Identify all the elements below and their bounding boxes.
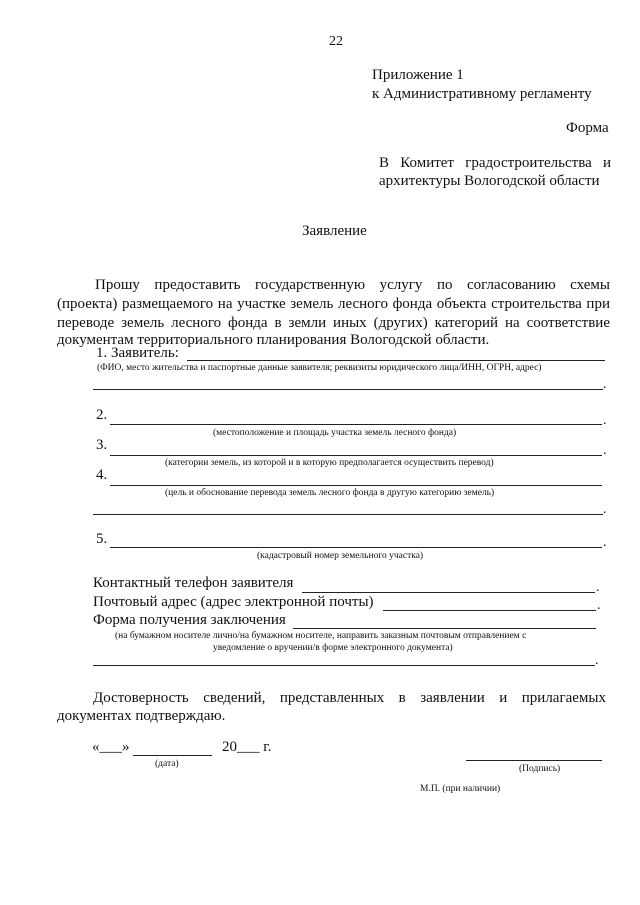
recipient-line-2: архитектуры Вологодской области	[379, 173, 600, 189]
signature-hint: (Подпись)	[519, 764, 561, 774]
conclusion-form-input-line-2[interactable]	[93, 665, 595, 666]
cadastral-number-input-line[interactable]	[110, 547, 602, 548]
conclusion-form-hint-1: (на бумажном носителе лично/на бумажном носителе, направить заказным почтовым отправлением с	[115, 631, 527, 641]
conclusion-form-label: Форма получения заключения	[93, 612, 286, 628]
intro-line-2: (проекта) размещаемого на участке земель лесного фонда объекта строительства при	[57, 296, 610, 312]
plot-location-hint: (местоположение и площадь участка земель лесного фонда)	[213, 428, 457, 438]
applicant-input-line[interactable]	[187, 360, 605, 361]
phone-label: Контактный телефон заявителя	[93, 575, 294, 591]
page-number: 22	[329, 34, 343, 49]
item2-label: 2.	[96, 407, 108, 423]
item4-label: 4.	[96, 467, 108, 483]
intro-line-4: документам территориального планирования Вологодской области.	[57, 332, 490, 348]
stamp-label: М.П. (при наличии)	[420, 784, 501, 794]
applicant-input-line-2[interactable]	[93, 389, 603, 390]
regulation-label: к Административному регламенту	[372, 86, 592, 102]
recipient-line-1: В Комитет градостроительства и	[379, 155, 611, 171]
form-label: Форма	[566, 120, 609, 136]
intro-line-3: переводе земель лесного фонда в земли иных (других) категорий на соответствие	[57, 315, 610, 331]
date-year: 20___ г.	[222, 739, 272, 755]
line-end-dot: .	[603, 443, 607, 458]
cadastral-number-hint: (кадастровый номер земельного участка)	[257, 551, 424, 561]
line-end-dot: .	[603, 535, 607, 550]
transfer-purpose-input-line[interactable]	[110, 485, 602, 486]
line-end-dot: .	[595, 653, 599, 668]
line-end-dot: .	[603, 502, 607, 517]
item5-label: 5.	[96, 531, 108, 547]
applicant-hint: (ФИО, место жительства и паспортные данные заявителя; реквизиты юридического лица/ИНН, ОГРН, адрес)	[97, 363, 542, 373]
postal-address-label: Почтовый адрес (адрес электронной почты)	[93, 594, 374, 610]
postal-address-input-line[interactable]	[383, 610, 596, 611]
land-category-hint: (категории земель, из которой и в которую предполагается осуществить перевод)	[165, 458, 494, 468]
date-hint: (дата)	[155, 759, 179, 769]
confirmation-line-1: Достоверность сведений, представленных в заявлении и прилагаемых	[93, 690, 606, 706]
conclusion-form-hint-2: уведомление о вручении/в форме электронного документа)	[213, 643, 453, 653]
line-end-dot: .	[597, 598, 601, 613]
line-end-dot: .	[603, 413, 607, 428]
transfer-purpose-input-line-2[interactable]	[93, 514, 603, 515]
date-day: «___»	[92, 739, 130, 755]
item3-label: 3.	[96, 437, 108, 453]
confirmation-line-2: документах подтверждаю.	[57, 708, 226, 724]
date-month-input-line[interactable]	[133, 755, 212, 756]
signature-input-line[interactable]	[466, 760, 602, 761]
applicant-label: 1. Заявитель:	[96, 345, 179, 361]
land-category-input-line[interactable]	[110, 455, 602, 456]
phone-input-line[interactable]	[302, 592, 595, 593]
conclusion-form-input-line[interactable]	[293, 628, 596, 629]
document-title: Заявление	[302, 223, 367, 239]
intro-line-1: Прошу предоставить государственную услугу по согласованию схемы	[95, 277, 610, 293]
line-end-dot: .	[603, 377, 607, 392]
plot-location-input-line[interactable]	[110, 424, 602, 425]
transfer-purpose-hint: (цель и обоснование перевода земель лесного фонда в другую категорию земель)	[165, 488, 495, 498]
appendix-label: Приложение 1	[372, 67, 464, 83]
line-end-dot: .	[596, 580, 600, 595]
